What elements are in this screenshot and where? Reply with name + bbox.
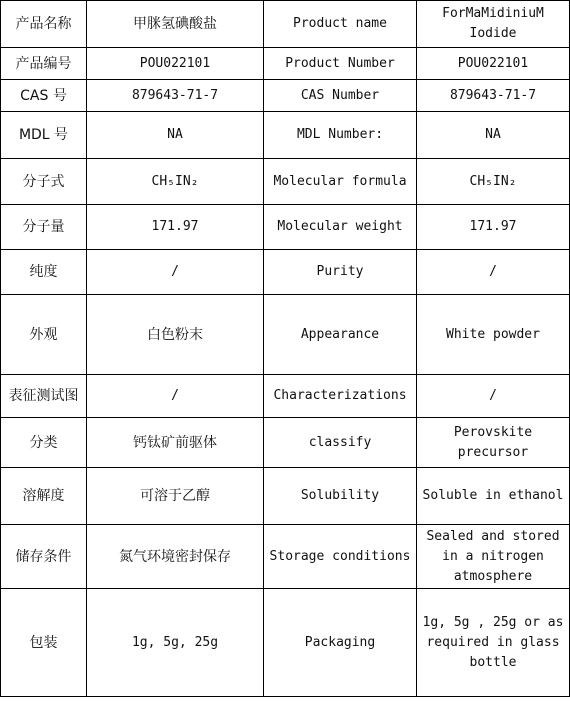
en-value-cell: POU022101 (417, 48, 570, 80)
cn-label-cell: 纯度 (1, 250, 87, 295)
cn-label-cell: 外观 (1, 295, 87, 375)
table-row (1, 205, 570, 250)
table-row (1, 468, 570, 525)
cn-label-cell: 分子式 (1, 159, 87, 205)
table-row (1, 418, 570, 468)
en-label-cell: Characterizations (264, 375, 417, 418)
en-label-cell: Product Number (264, 48, 417, 80)
en-label-cell: Packaging (264, 589, 417, 697)
en-label-cell: Storage conditions (264, 525, 417, 589)
cn-label-cell: 分子量 (1, 205, 87, 250)
cn-value-cell: 879643-71-7 (87, 80, 264, 112)
en-label-cell: CAS Number (264, 80, 417, 112)
table-row (1, 375, 570, 418)
en-value-cell: Perovskite precursor (417, 418, 570, 468)
en-value-cell: CH₅IN₂ (417, 159, 570, 205)
en-value-cell: White powder (417, 295, 570, 375)
cn-label-cell: 表征测试图 (1, 375, 87, 418)
cn-value-cell: POU022101 (87, 48, 264, 80)
cn-label-cell: 分类 (1, 418, 87, 468)
en-value-cell: Soluble in ethanol (417, 468, 570, 525)
table-row (1, 48, 570, 80)
table-row (1, 1, 570, 48)
cn-label-cell: 产品名称 (1, 1, 87, 48)
en-value-cell: / (417, 250, 570, 295)
table-row (1, 589, 570, 697)
en-value-cell: / (417, 375, 570, 418)
en-value-cell: 171.97 (417, 205, 570, 250)
cn-value-cell: 白色粉末 (87, 295, 264, 375)
cn-label-cell: 储存条件 (1, 525, 87, 589)
en-label-cell: Purity (264, 250, 417, 295)
cn-value-cell: 钙钛矿前驱体 (87, 418, 264, 468)
en-label-cell: Appearance (264, 295, 417, 375)
cn-label-cell: 包装 (1, 589, 87, 697)
cn-value-cell: CH₅IN₂ (87, 159, 264, 205)
en-label-cell: Molecular formula (264, 159, 417, 205)
cn-value-cell: 1g, 5g, 25g (87, 589, 264, 697)
cn-label-cell: CAS 号 (1, 80, 87, 112)
en-label-cell: MDL Number: (264, 112, 417, 159)
table-row (1, 525, 570, 589)
en-label-cell: Molecular weight (264, 205, 417, 250)
table-row (1, 295, 570, 375)
cn-value-cell: 可溶于乙醇 (87, 468, 264, 525)
table-row (1, 250, 570, 295)
cn-value-cell: 氮气环境密封保存 (87, 525, 264, 589)
table-row (1, 159, 570, 205)
en-label-cell: Solubility (264, 468, 417, 525)
cn-label-cell: 产品编号 (1, 48, 87, 80)
cn-value-cell: NA (87, 112, 264, 159)
cn-value-cell: / (87, 250, 264, 295)
cn-value-cell: 甲脒氢碘酸盐 (87, 1, 264, 48)
en-label-cell: Product name (264, 1, 417, 48)
table-row (1, 80, 570, 112)
en-value-cell: 879643-71-7 (417, 80, 570, 112)
en-label-cell: classify (264, 418, 417, 468)
cn-value-cell: / (87, 375, 264, 418)
cn-value-cell: 171.97 (87, 205, 264, 250)
en-value-cell: ForMaMidiniuM Iodide (417, 1, 570, 48)
table-row (1, 112, 570, 159)
cn-label-cell: 溶解度 (1, 468, 87, 525)
en-value-cell: Sealed and stored in a nitrogen atmosphere (417, 525, 570, 589)
en-value-cell: 1g, 5g , 25g or as required in glass bottle (417, 589, 570, 697)
cn-label-cell: MDL 号 (1, 112, 87, 159)
en-value-cell: NA (417, 112, 570, 159)
